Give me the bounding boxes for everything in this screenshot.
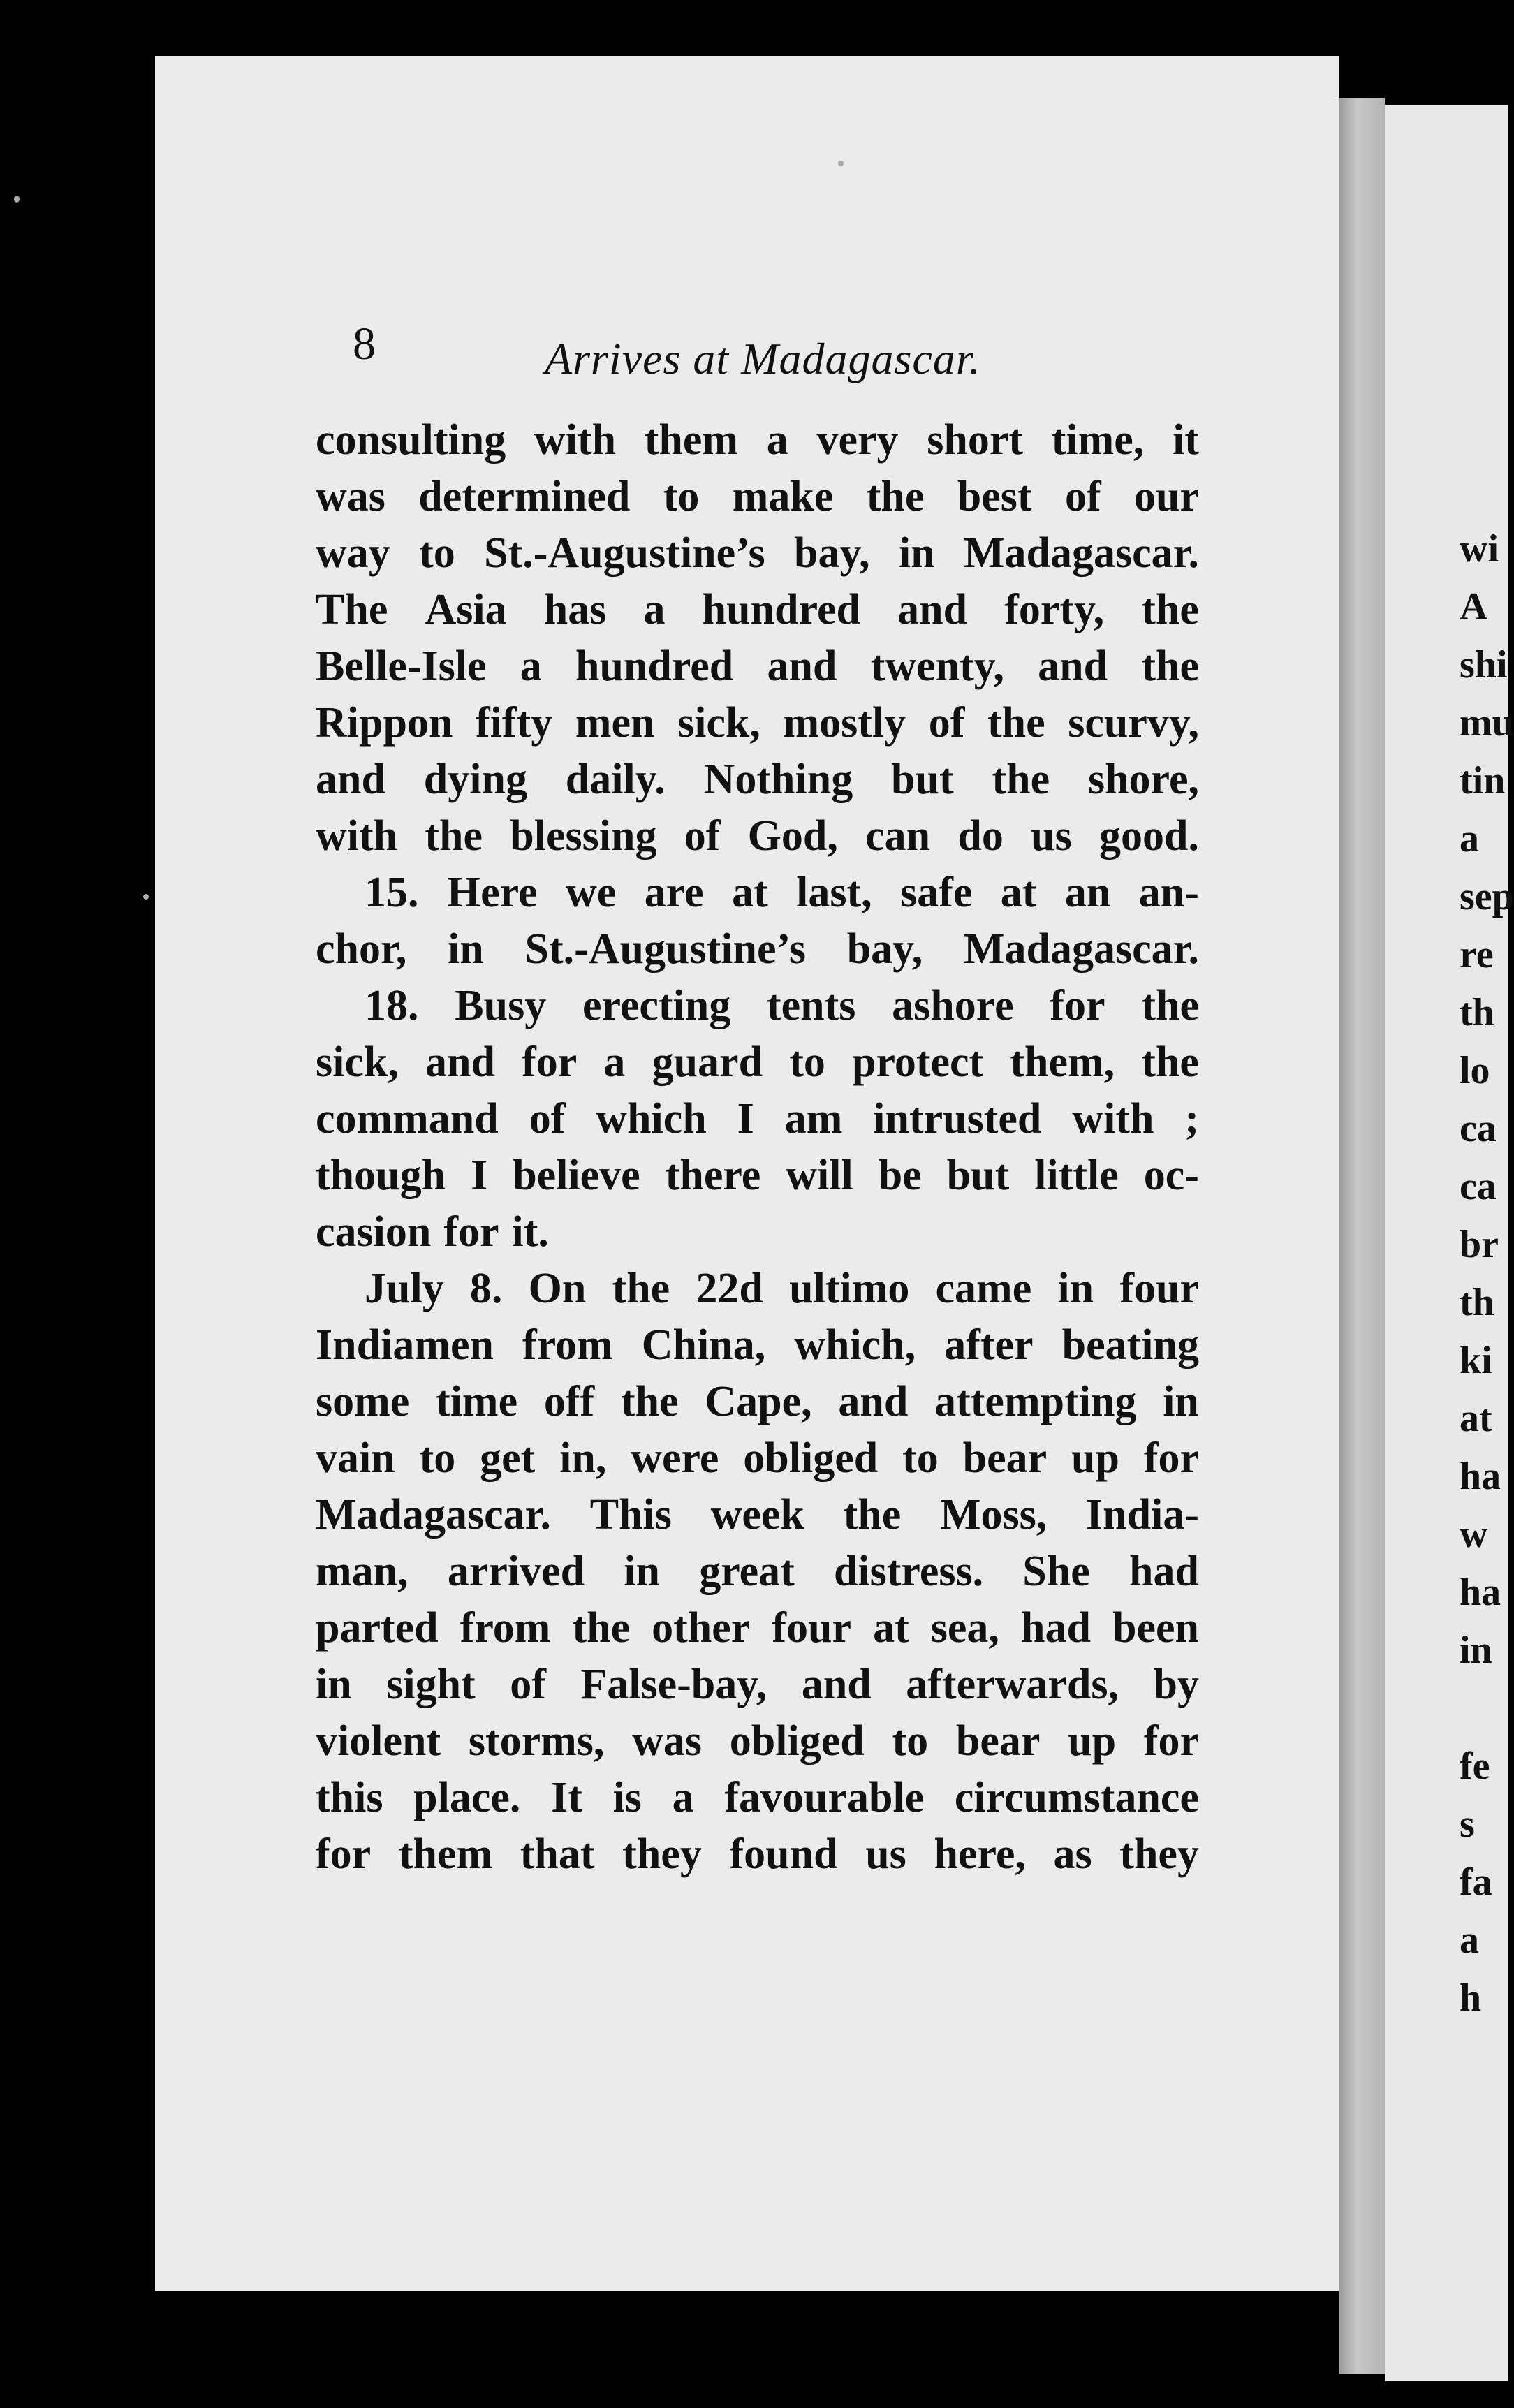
text-line: 18. Busy erecting tents ashore for the — [365, 982, 1199, 1029]
text-line: this place. It is a favourable circumstance — [316, 1774, 1199, 1821]
scan-speck — [838, 161, 844, 166]
text-line: Indiamen from China, which, after beating — [316, 1321, 1199, 1369]
text-line: and dying daily. Nothing but the shore, — [316, 756, 1199, 803]
facing-page-line: ca — [1460, 1107, 1497, 1150]
facing-page-line: A — [1460, 585, 1488, 629]
facing-page-line: br — [1460, 1223, 1499, 1266]
facing-page-line: ha — [1460, 1571, 1501, 1614]
facing-page-line: ha — [1460, 1455, 1501, 1498]
facing-page-line: ca — [1460, 1165, 1497, 1208]
page-number: 8 — [353, 318, 376, 369]
facing-page-line: tin — [1460, 759, 1506, 802]
facing-page-line: a — [1460, 1918, 1479, 1962]
facing-page-line: lo — [1460, 1049, 1490, 1092]
facing-page-line: fa — [1460, 1860, 1492, 1904]
text-line: though I believe there will be but little oc- — [316, 1152, 1199, 1199]
facing-page-line: s — [1460, 1803, 1475, 1846]
text-line: chor, in St.-Augustine’s bay, Madagascar. — [316, 925, 1199, 973]
text-line: Madagascar. This week the Moss, India- — [316, 1491, 1199, 1539]
facing-page-line: sep — [1460, 875, 1514, 918]
text-line: The Asia has a hundred and forty, the — [316, 586, 1199, 633]
text-line: sick, and for a guard to protect them, the — [316, 1038, 1199, 1086]
text-line: 15. Here we are at last, safe at an an- — [365, 869, 1199, 916]
running-head: Arrives at Madagascar. — [545, 334, 981, 383]
text-line: vain to get in, were obliged to bear up for — [316, 1434, 1199, 1482]
page-gutter-shadow — [1339, 98, 1385, 2374]
facing-page-line: h — [1460, 1976, 1482, 2020]
text-line: Belle-Isle a hundred and twenty, and the — [316, 643, 1199, 690]
facing-page-line: a — [1460, 817, 1479, 860]
text-line: man, arrived in great distress. She had — [316, 1548, 1199, 1595]
text-line: in sight of False-bay, and afterwards, by — [316, 1661, 1199, 1708]
scan-speck — [14, 196, 20, 203]
text-line: parted from the other four at sea, had been — [316, 1604, 1199, 1652]
text-line: with the blessing of God, can do us good. — [316, 812, 1199, 860]
facing-page-line: ki — [1460, 1339, 1492, 1382]
facing-page-line: re — [1460, 933, 1494, 976]
facing-page-text — [1460, 520, 1514, 2027]
text-line: way to St.-Augustine’s bay, in Madagascar. — [316, 529, 1199, 577]
facing-page-line: fe — [1460, 1745, 1490, 1788]
text-line: July 8. On the 22d ultimo came in four — [365, 1265, 1199, 1312]
facing-page-line — [1460, 1680, 1514, 1738]
facing-page-line: mu — [1460, 701, 1514, 744]
body-text — [316, 412, 1199, 1883]
text-line: violent storms, was obliged to bear up for — [316, 1717, 1199, 1765]
text-line: some time off the Cape, and attempting in — [316, 1378, 1199, 1425]
facing-page-line: at — [1460, 1397, 1492, 1440]
text-line: casion for it. — [316, 1208, 549, 1256]
text-line: command of which I am intrusted with ; — [316, 1095, 1199, 1143]
scan-speck — [143, 894, 149, 900]
text-line: consulting with them a very short time, it — [316, 416, 1199, 464]
facing-page-line: shi — [1460, 643, 1508, 687]
facing-page-line: w — [1460, 1513, 1488, 1556]
facing-page-line: th — [1460, 991, 1494, 1034]
text-line: for them that they found us here, as they — [316, 1830, 1199, 1878]
facing-page-line: th — [1460, 1281, 1494, 1324]
facing-page-line: in — [1460, 1629, 1492, 1672]
text-line: Rippon fifty men sick, mostly of the scurvy, — [316, 699, 1199, 747]
facing-page-line: wi — [1460, 527, 1499, 571]
text-line: was determined to make the best of our — [316, 473, 1199, 520]
